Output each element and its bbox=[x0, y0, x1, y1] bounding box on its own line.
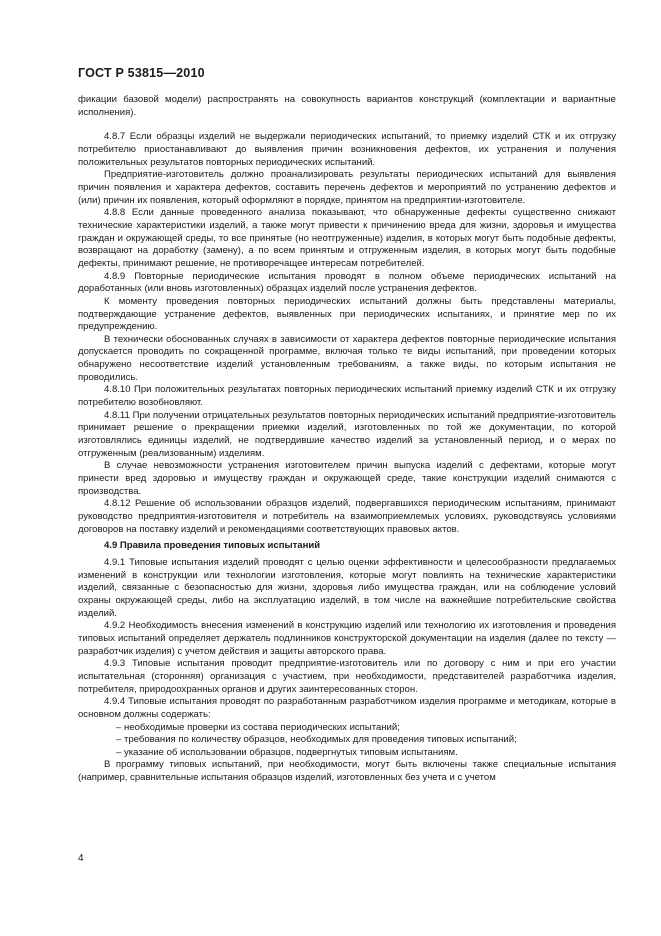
paragraph: 4.9.1 Типовые испытания изделий проводят с целью оценки эффективности и целесообразности предлагаемых изменений в конструкции или технологии изготовления, которые могут повлиять на технические характеристики изделий, связанные с безопасностью для жизни, здоровья либо имущества граждан, или на соблюдение условий охраны окружающей среды, либо на эксплуатацию изделий, в том числе на важнейшие потребительские свойства изделий. bbox=[78, 556, 616, 619]
paragraph: 4.9.4 Типовые испытания проводят по разработанным разработчиком изделия программе и методикам, которые в основном должны содержать: bbox=[78, 696, 616, 720]
list-item: – требования по количеству образцов, необходимых для проведения типовых испытаний; bbox=[78, 734, 616, 747]
list-item: – указание об использовании образцов, подвергнутых типовым испытаниям. bbox=[78, 747, 616, 760]
page-number: 4 bbox=[78, 853, 84, 864]
paragraph: В случае невозможности устранения изготовителем причин выпуска изделий с дефектами, которые могут принести вред здоровью и имуществу граждан и окружающей среде, такие конструкции изделий снимаются с производства. bbox=[78, 460, 616, 497]
continued-paragraph: фикации базовой модели) распространять на совокупность вариантов конструкций (комплектации и вариантные исполнения). bbox=[78, 94, 616, 118]
paragraph: 4.8.8 Если данные проведенного анализа показывают, что обнаруженные дефекты существенно снижают технические характеристики изделий, а также могут привести к причинению вреда для жизни, здоровья и имущества граждан и окружающей среды, то все принятые (но неотгруженные) изделия, в которых могут быть подобные дефекты, возвращают на доработку (замену), а по всем принятым и отгруженным изделия, в которых могут быть подобные дефекты, принимают решение, не противоречащее интересам потребителей. bbox=[78, 207, 616, 269]
paragraph: К моменту проведения повторных периодических испытаний должны быть представлены материалы, подтверждающие устранение дефектов, выявленных при периодических испытаниях, и принятие мер по их предупреждению. bbox=[78, 295, 616, 333]
paragraph: Предприятие-изготовитель должно проанализировать результаты периодических испытаний для выявления причин появления и характера дефектов, составить перечень дефектов и мероприятий по устранению дефектов и (или) причин их появления, который оформляют в порядке, принятом на предприятии-изготовителе. bbox=[78, 169, 616, 206]
paragraph: 4.8.10 При положительных результатах повторных периодических испытаний приемку изделий СТК и их отгрузку потребителю возобновляют. bbox=[78, 384, 616, 409]
paragraph: В технически обоснованных случаях в зависимости от характера дефектов повторные периодические испытания допускается проводить по сокращенной программе, включая только те виды испытаний, при проведении которых обнаружено несоответствие изделий установленным требованиям, а также виды, по которым испытания не проводились. bbox=[78, 333, 616, 383]
paragraph: 4.9.2 Необходимость внесения изменений в конструкцию изделий или технологию их изготовления и проведения типовых испытаний определяет держатель подлинников конструкторской документации на изделия (далее по тексту — разработчик изделия) с учетом действия и защиты авторского права. bbox=[78, 620, 616, 657]
paragraph: 4.9.3 Типовые испытания проводит предприятие-изготовитель или по договору с ним и при его участии испытательная (сторонняя) организация с участием, при необходимости, представителей разработчика изделия, потребителя, природоохранных органов и других заинтересованных сторон. bbox=[78, 658, 616, 695]
document-body bbox=[78, 94, 616, 785]
paragraph: 4.8.7 Если образцы изделий не выдержали периодических испытаний, то приемку изделий СТК и их отгрузку потребителю приостанавливают до выявления причин возникновения дефектов, их устранения и получения положительных результатов повторных периодических испытаний. bbox=[78, 131, 616, 168]
list-item: – необходимые проверки из состава периодических испытаний; bbox=[78, 722, 616, 735]
paragraph: 4.8.11 При получении отрицательных результатов повторных периодических испытаний предприятие-изготовитель принимает решение о прекращении приемки изделий, изготовленных по той же документации, по которой изготовлялись единицы изделий, не подтвердившие качество изделий за установленный период, и о мерах по отгруженным (реализованным) изделиям. bbox=[78, 409, 616, 459]
paragraph: 4.8.9 Повторные периодические испытания проводят в полном объеме периодических испытаний на доработанных (или вновь изготовленных) образцах изделий после устранения дефектов. bbox=[78, 270, 616, 295]
document-code-header: ГОСТ Р 53815—2010 bbox=[78, 66, 205, 80]
section-heading: 4.9 Правила проведения типовых испытаний bbox=[104, 540, 321, 552]
paragraph: В программу типовых испытаний, при необходимости, могут быть включены также специальные испытания (например, сравнительные испытания образцов изделий, изготовленных без учета и с учетом bbox=[78, 759, 616, 784]
paragraph: 4.8.12 Решение об использовании образцов изделий, подвергавшихся периодическим испытаниям, принимают руководство предприятия-изготовителя и потребитель на взаимоприемлемых условиях, руководствуясь условиями договоров на поставку изделий и рекомендациями соответствующих правовых актов. bbox=[78, 498, 616, 535]
